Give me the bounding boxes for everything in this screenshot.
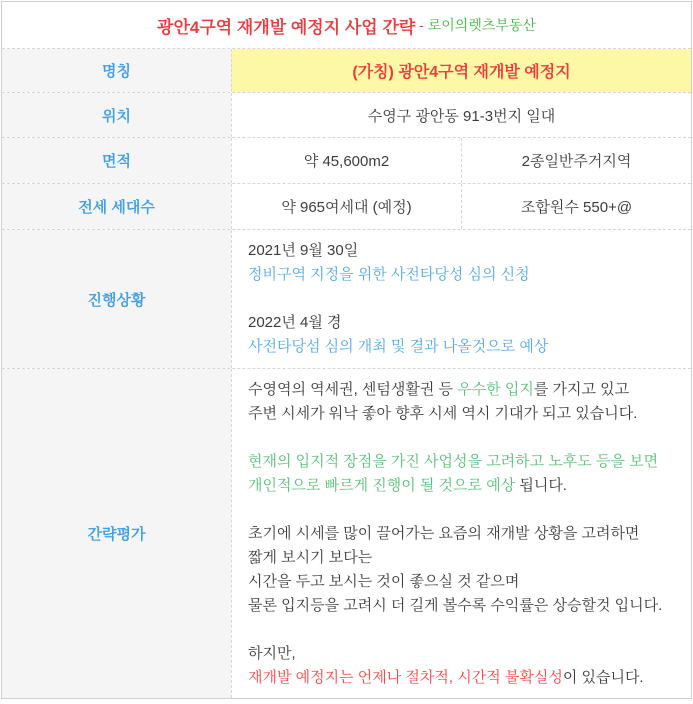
- evaluation-line-10: 재개발 예정지는 언제나 절차적, 시간적 불확실성이 있습니다.: [248, 668, 644, 686]
- area-size-value: 약 45,600m2: [231, 138, 461, 183]
- evaluation-line-5: 초기에 시세를 많이 끌어가는 요즘의 재개발 상황을 고려하면: [248, 524, 640, 542]
- progress-event-1: 정비구역 지정을 위한 사전타당성 심의 신청: [248, 266, 530, 283]
- name-value: (가칭) 광안4구역 재개발 예정지: [231, 49, 691, 92]
- location-label: 위치: [2, 93, 231, 137]
- progress-date-2: 2022년 4월 경: [248, 314, 342, 331]
- highlight-fast-progress: 개인적으로 빠르게 진행이 될 것으로 예상: [248, 476, 516, 494]
- row-households: [2, 183, 691, 229]
- evaluation-line-6: 짧게 보시기 보다는: [248, 548, 373, 566]
- table-header-row: [2, 2, 691, 48]
- progress-event-2: 사전타당섬 심의 개최 및 결과 나올것으로 예상: [248, 338, 549, 355]
- evaluation-line-7: 시간을 두고 보시는 것이 좋으실 것 같으며: [248, 572, 520, 590]
- evaluation-line-8: 물론 입지등을 고려시 더 길게 볼수록 수익률은 상승할것 입니다.: [248, 596, 663, 614]
- progress-content: [231, 230, 691, 368]
- row-area: [2, 137, 691, 183]
- evaluation-content: [231, 369, 691, 698]
- redevelopment-summary-table: [1, 1, 692, 699]
- name-label: 명칭: [2, 49, 231, 92]
- page-title: 광안4구역 재개발 예정지 사업 간략: [157, 17, 416, 37]
- brand-name: 로이의렛츠부동산: [427, 17, 536, 33]
- row-progress: [2, 229, 691, 368]
- households-label: 전세 세대수: [2, 184, 231, 229]
- row-name: [2, 48, 691, 92]
- evaluation-label: 간략평가: [2, 369, 231, 698]
- row-location: [2, 92, 691, 137]
- area-label: 면적: [2, 138, 231, 183]
- households-count-value: 약 965여세대 (예정): [231, 184, 461, 229]
- row-evaluation: [2, 368, 691, 698]
- evaluation-line-3: 현재의 입지적 장점을 가진 사업성을 고려하고 노후도 등을 보면: [248, 452, 659, 470]
- progress-date-1: 2021년 9월 30일: [248, 242, 359, 259]
- households-members-value: 조합원수 550+@: [461, 184, 691, 229]
- evaluation-line-9: 하지만,: [248, 644, 296, 662]
- evaluation-line-1: 수영역의 역세권, 센텀생활권 등 우수한 입지를 가지고 있고: [248, 380, 630, 398]
- title-separator: -: [415, 17, 428, 33]
- area-zoning-value: 2종일반주거지역: [461, 138, 691, 183]
- evaluation-line-4: 개인적으로 빠르게 진행이 될 것으로 예상 됩니다.: [248, 476, 567, 494]
- highlight-uncertainty-warning: 재개발 예정지는 언제나 절차적, 시간적 불확실성: [248, 668, 563, 686]
- highlight-good-location: 우수한 입지: [457, 380, 534, 398]
- location-value: 수영구 광안동 91-3번지 일대: [231, 93, 691, 137]
- progress-label: 진행상황: [2, 230, 231, 368]
- evaluation-line-2: 주변 시세가 워낙 좋아 향후 시세 역시 기대가 되고 있습니다.: [248, 404, 638, 422]
